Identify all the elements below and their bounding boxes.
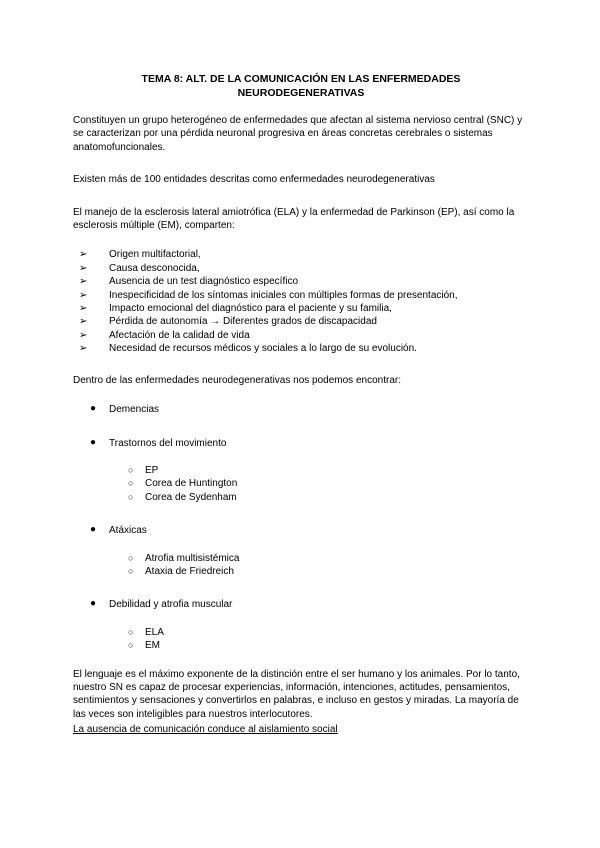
circle-bullet-icon: ○ [128, 464, 134, 475]
bullet-icon: ● [90, 403, 97, 415]
list-item: ➢ Origen multifactorial, [79, 249, 201, 261]
document-page [73, 72, 529, 737]
sub-list [109, 464, 529, 504]
list-item: ➢ Necesidad de recursos médicos y sociales a lo largo de su evolución. [79, 343, 417, 355]
intro-paragraph: Constituyen un grupo heterogéneo de enfermedades que afectan al sistema nervioso central (SNC) y se caracterizan por una pérdida neuronal progresiva en áreas concretas cerebrales o sistemas anatomofuncionales. [73, 115, 523, 153]
sub-list-item: ○ ELA [128, 626, 164, 638]
language-paragraph: El lenguaje es el máximo exponente de la distinción entre el ser humano y los animales. Por lo tanto, nuestro SN es capaz de procesar experiencias, información, intenciones, actitudes, pensamientos, sentimientos y sensaciones y convertirlos en palabras, e incluso en gestos y miradas. La mayoría de las veces son inteligibles para nuestros interlocutores. [73, 668, 520, 720]
list-item: ➢ Causa desconocida, [79, 262, 200, 274]
arrow-bullet-icon: ➢ [79, 329, 88, 341]
arrow-bullet-icon: ➢ [79, 316, 88, 328]
list-item: ➢ Ausencia de un test diagnóstico específico [79, 276, 299, 288]
sub-list-item: ○ Corea de Sydenham [128, 491, 237, 503]
bullet-icon: ● [90, 598, 97, 610]
sub-list [109, 626, 529, 653]
category-muscular-weakness: ● Debilidad y atrofia muscular ○ ELA ○ EM [73, 598, 529, 652]
shared-features-list [73, 248, 529, 355]
list-item: ➢ Pérdida de autonomía → Diferentes grados de discapacidad [79, 316, 377, 328]
circle-bullet-icon: ○ [128, 640, 134, 651]
conclusion-text: La ausencia de comunicación conduce al aislamiento social [73, 724, 338, 736]
category-ataxic: ● Atáxicas ○ Atrofia multisistémica ○ Ataxia de Friedreich [73, 524, 529, 578]
circle-bullet-icon: ○ [128, 478, 134, 489]
sub-list-item: ○ EM [128, 640, 160, 652]
list-item: ➢ Afectación de la calidad de vida [79, 329, 250, 341]
circle-bullet-icon: ○ [128, 552, 134, 563]
bullet-icon: ● [90, 436, 97, 448]
arrow-bullet-icon: ➢ [79, 303, 88, 315]
category-dementias: ● Demencias [90, 403, 160, 416]
sub-list [109, 552, 529, 579]
list-item: ➢ Impacto emocional del diagnóstico para el paciente y su familia, [79, 303, 392, 315]
page-title [73, 72, 529, 100]
sub-list-item: ○ Ataxia de Friedreich [128, 565, 234, 577]
title-line-1: TEMA 8: ALT. DE LA COMUNICACIÓN EN LAS ENFERMEDADES [141, 73, 461, 85]
arrow-bullet-icon: ➢ [79, 276, 88, 288]
circle-bullet-icon: ○ [128, 626, 134, 637]
categories-intro-paragraph: Dentro de las enfermedades neurodegenerativas nos podemos encontrar: [73, 374, 401, 386]
sub-list-item: ○ EP [128, 464, 159, 476]
circle-bullet-icon: ○ [128, 565, 134, 576]
list-item: ➢ Inespecificidad de los síntomas iniciales con múltiples formas de presentación, [79, 289, 458, 301]
category-movement-disorders: ● Trastornos del movimiento ○ EP ○ Corea de Huntington ○ Corea de Sydenham [73, 437, 529, 505]
shared-intro-paragraph: El manejo de la esclerosis lateral amiotrófica (ELA) y la enfermedad de Parkinson (EP), así como la esclerosis múltiple (EM), comparten: [73, 206, 515, 232]
arrow-bullet-icon: ➢ [79, 249, 88, 261]
count-paragraph: Existen más de 100 entidades descritas como enfermedades neurodegenerativas [73, 174, 435, 186]
sub-list-item: ○ Atrofia multisistémica [128, 552, 240, 564]
title-line-2: NEURODEGENERATIVAS [237, 87, 365, 99]
circle-bullet-icon: ○ [128, 491, 134, 502]
sub-list-item: ○ Corea de Huntington [128, 478, 238, 490]
arrow-bullet-icon: ➢ [79, 289, 88, 301]
arrow-bullet-icon: ➢ [79, 262, 88, 274]
bullet-icon: ● [90, 524, 97, 536]
categories-list [73, 403, 529, 652]
arrow-bullet-icon: ➢ [79, 343, 88, 355]
